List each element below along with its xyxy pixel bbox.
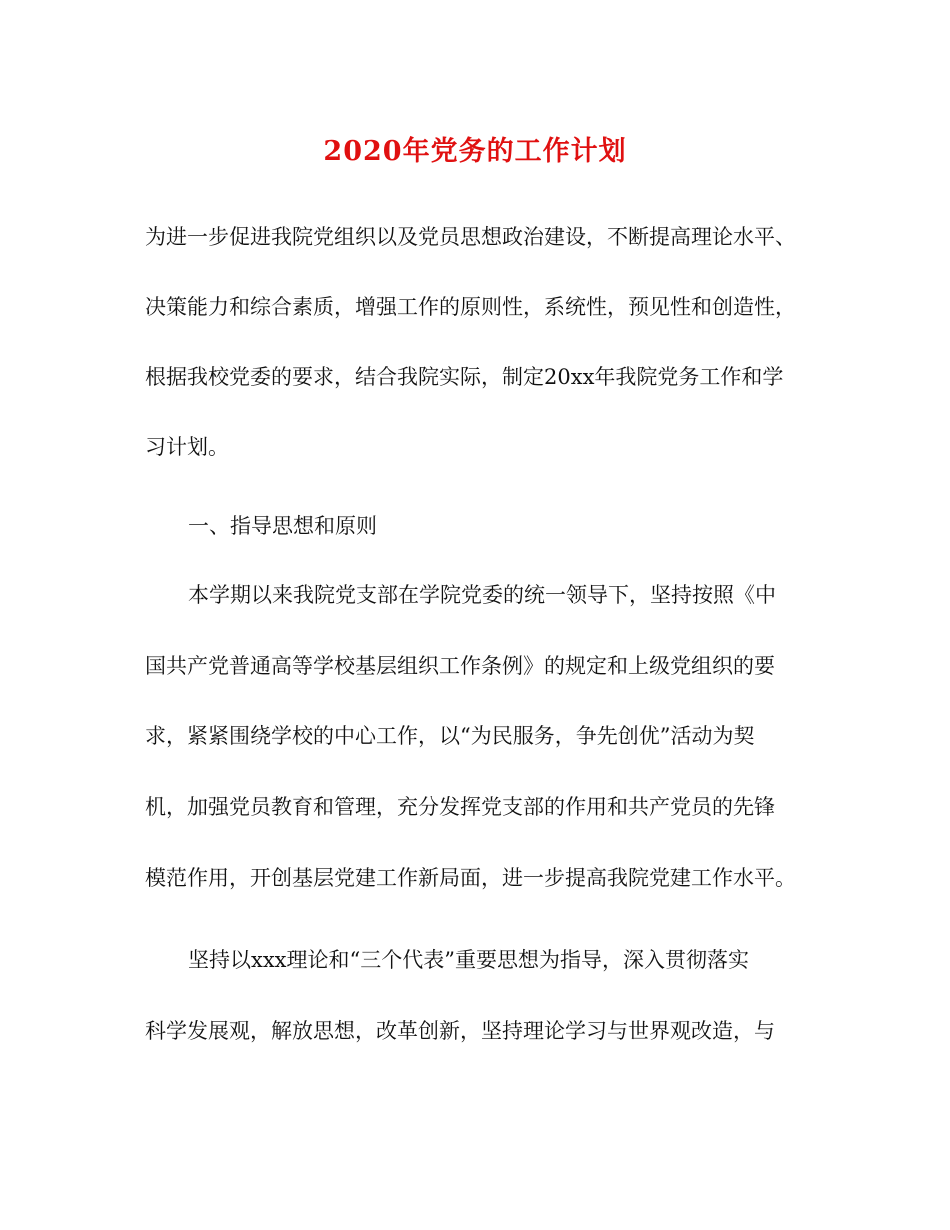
section-heading: 一、指导思想和原则 bbox=[188, 514, 377, 538]
paragraph-line: 习计划。 bbox=[145, 435, 229, 459]
paragraph-line: 为进一步促进我院党组织以及党员思想政治建设，不断提高理论水平、 bbox=[145, 225, 796, 249]
paragraph-line: 本学期以来我院党支部在学院党委的统一领导下，坚持按照《中 bbox=[188, 583, 776, 607]
paragraph-line: 决策能力和综合素质，增强工作的原则性，系统性，预见性和创造性， bbox=[145, 295, 796, 319]
paragraph-line: 科学发展观，解放思想，改革创新，坚持理论学习与世界观改造，与 bbox=[145, 1019, 775, 1043]
paragraph-line: 求，紧紧围绕学校的中心工作，以“为民服务，争先创优”活动为契 bbox=[145, 724, 755, 748]
paragraph-line: 机，加强党员教育和管理，充分发挥党支部的作用和共产党员的先锋 bbox=[145, 795, 775, 819]
paragraph-line: 模范作用，开创基层党建工作新局面，进一步提高我院党建工作水平。 bbox=[145, 866, 796, 890]
document-title: 2020年党务的工作计划 bbox=[323, 136, 627, 167]
paragraph-line: 国共产党普通高等学校基层组织工作条例》的规定和上级党组织的要 bbox=[145, 654, 775, 678]
paragraph-line: 坚持以xxx理论和“三个代表”重要思想为指导，深入贯彻落实 bbox=[188, 948, 749, 972]
paragraph-line: 根据我校党委的要求，结合我院实际，制定20xx年我院党务工作和学 bbox=[145, 365, 784, 389]
